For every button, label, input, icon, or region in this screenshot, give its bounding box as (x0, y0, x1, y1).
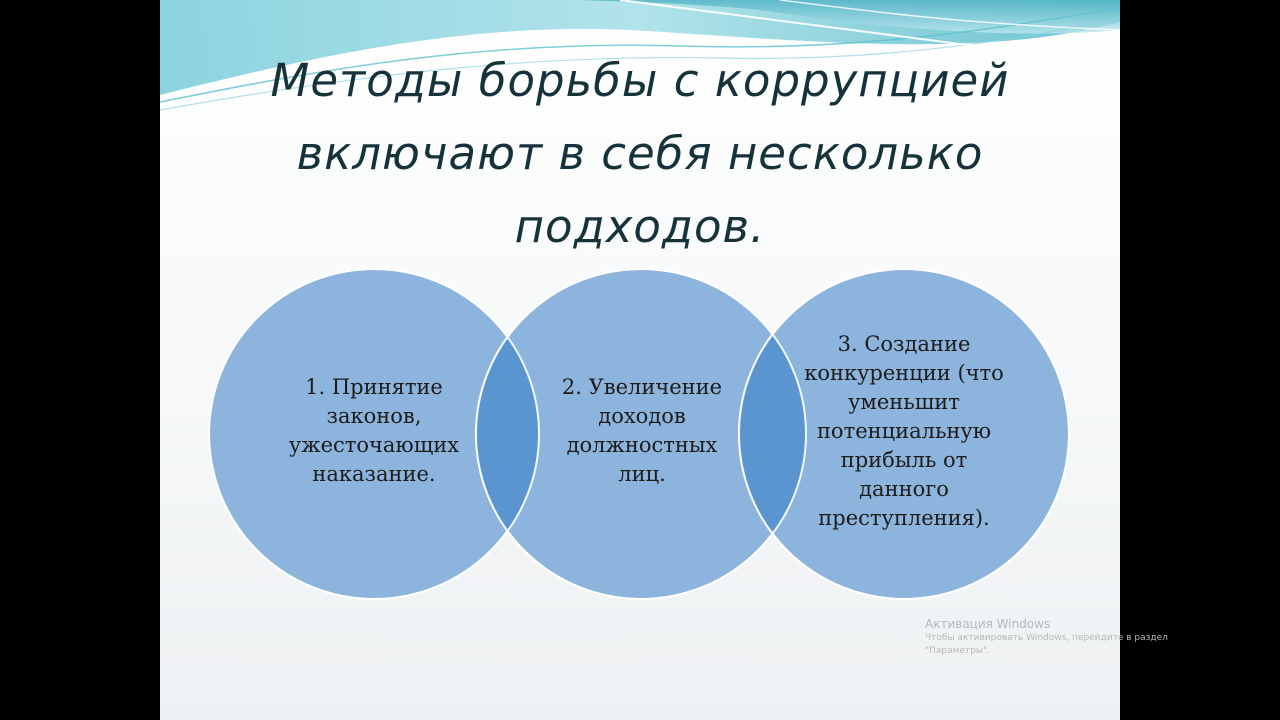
windows-activation-watermark (925, 616, 1185, 658)
approach-2-text: 2. Увеличение доходов должностных лиц. (561, 375, 723, 486)
watermark-title: Активация Windows (925, 617, 1051, 631)
approach-3-text: 3. Создание конкуренции (что уменьшит потенциальную прибыль от данного преступления). (804, 332, 1004, 530)
presentation-slide (160, 0, 1120, 720)
approach-1-text: 1. Принятие законов, ужесточающих наказание. (288, 375, 460, 486)
slide-title: Методы борьбы с коррупцией включают в себя несколько подходов. (270, 54, 1010, 253)
watermark-subtitle: Чтобы активировать Windows, перейдите в раздел "Параметры". (925, 633, 1168, 656)
